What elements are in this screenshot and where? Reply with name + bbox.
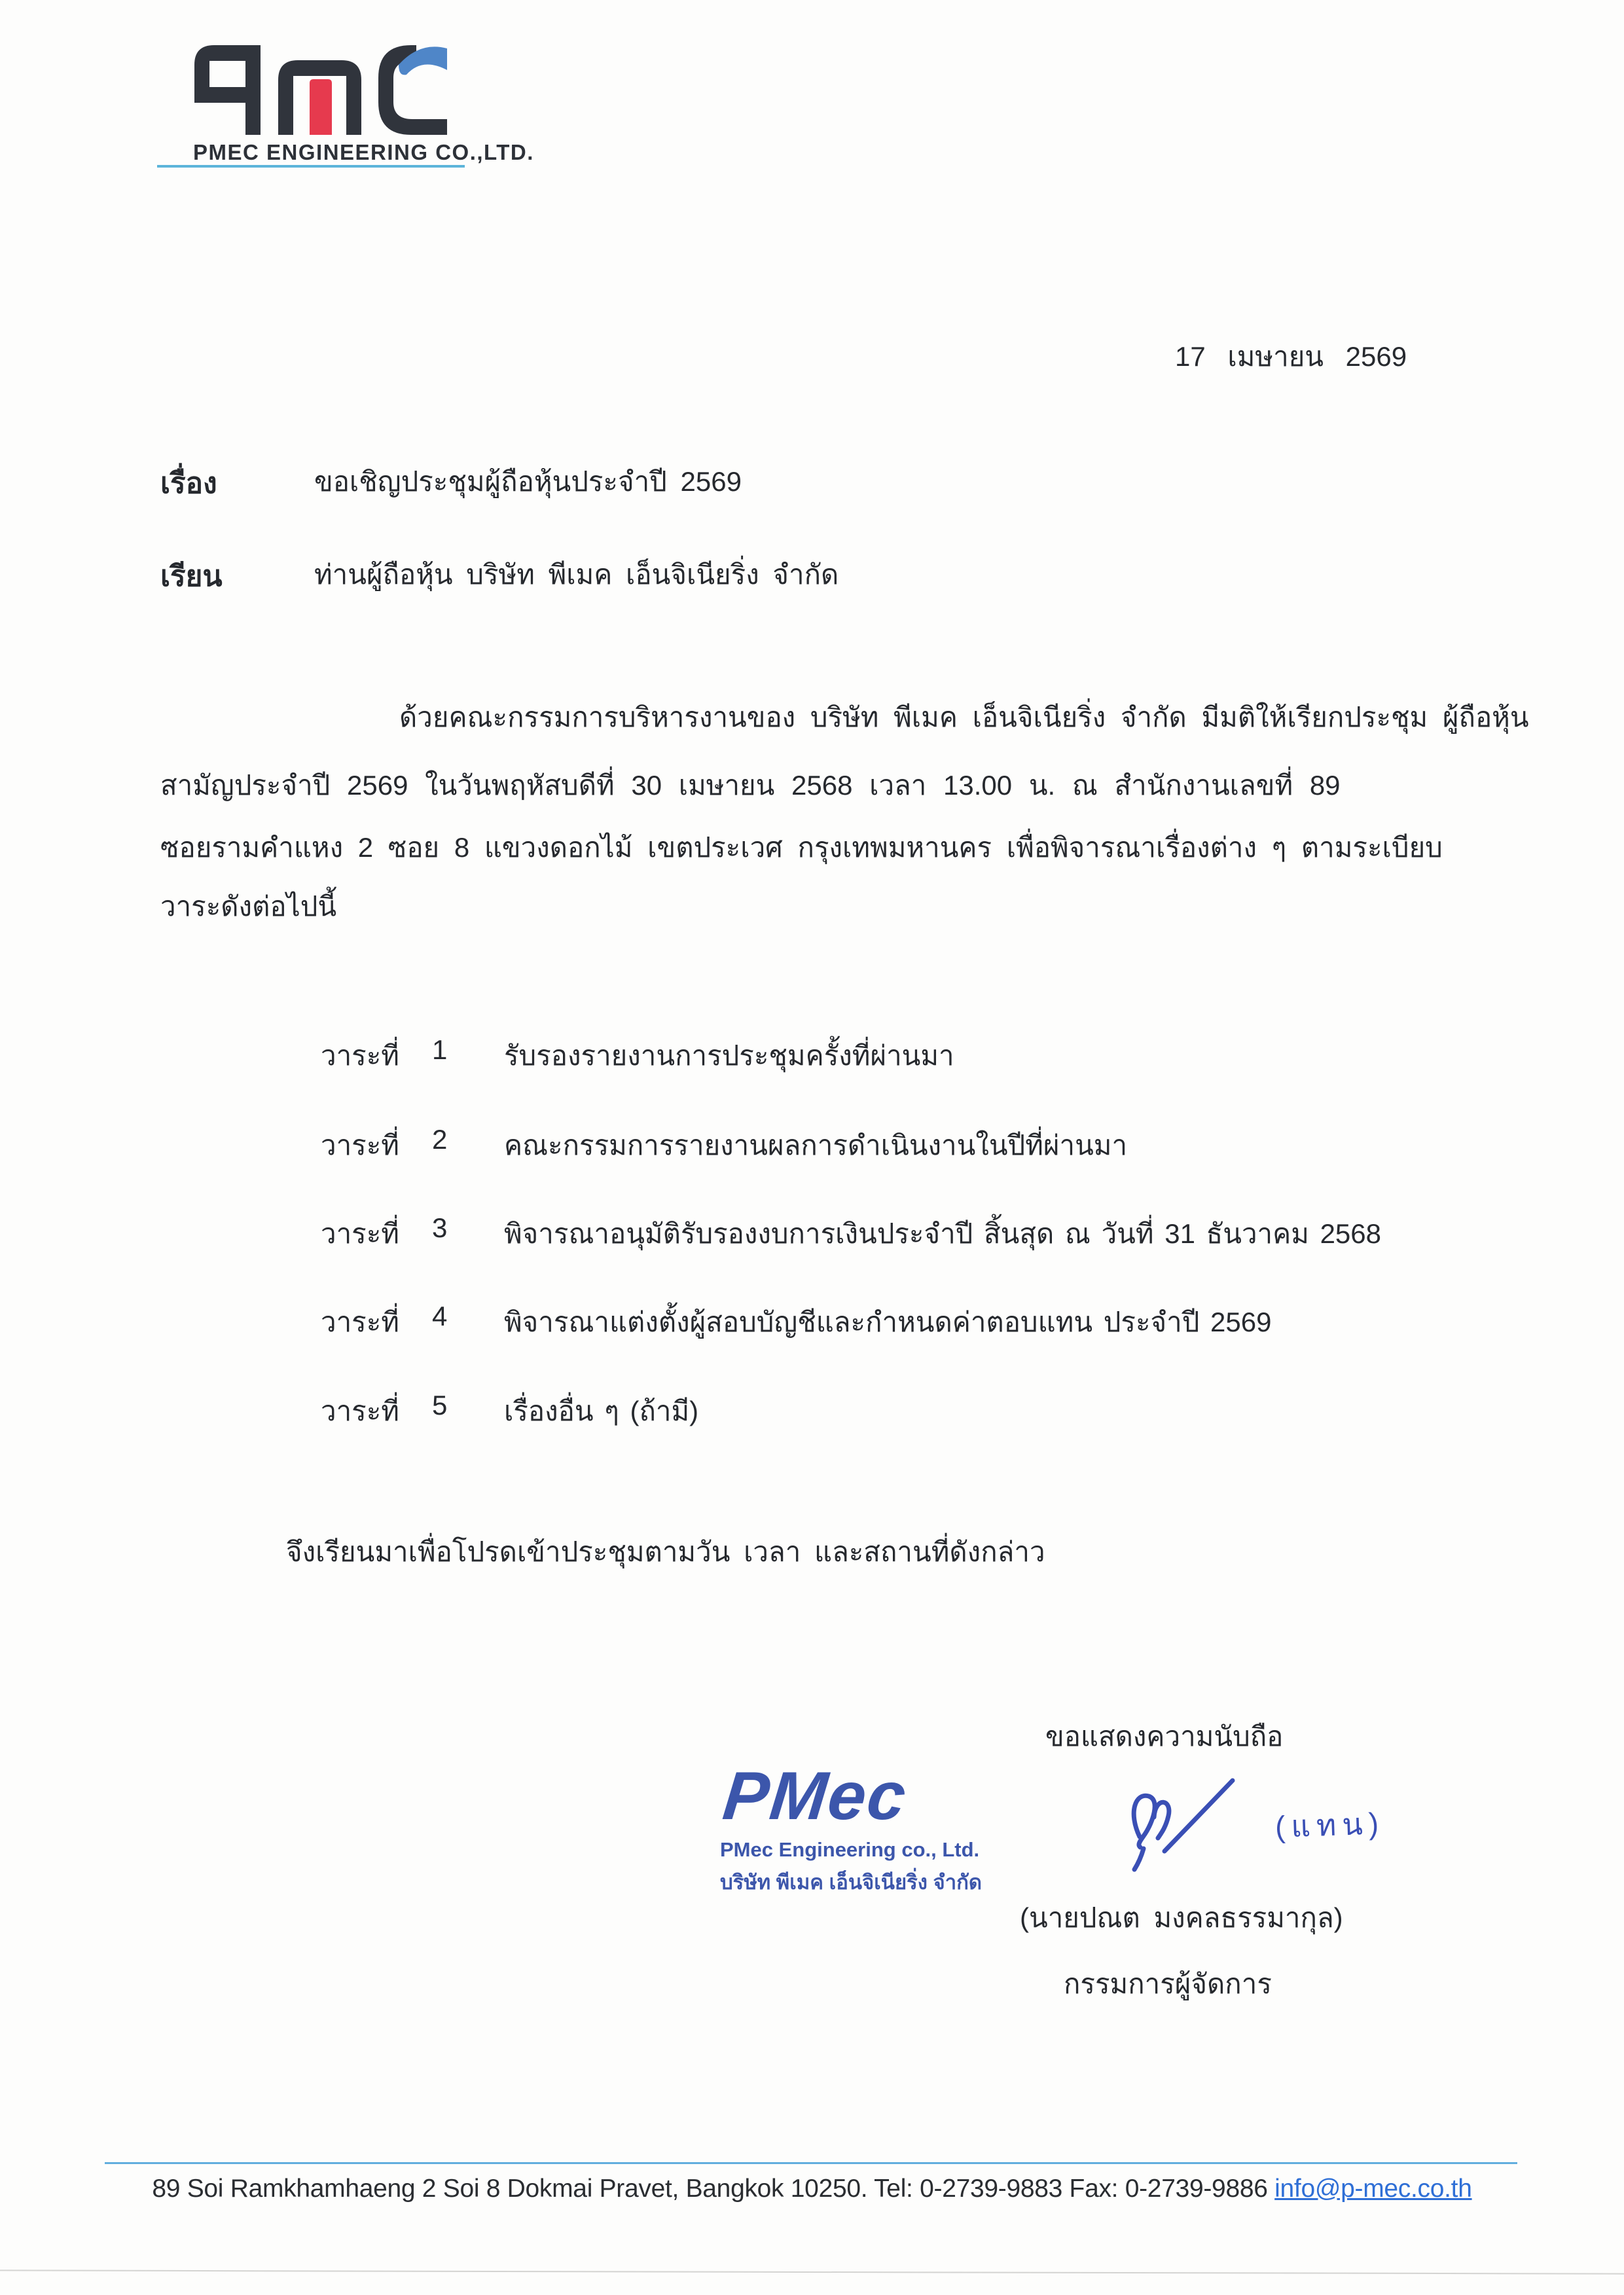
footer-email-link[interactable]: info@p-mec.co.th bbox=[1274, 2175, 1472, 2203]
agenda-item-text: พิจารณาแต่งตั้งผู้สอบบัญชีและกำหนดค่าตอบแทน ประจำปี 2569 bbox=[504, 1307, 1272, 1337]
signature-stroke-2 bbox=[1134, 1849, 1144, 1870]
agenda-item-2 bbox=[321, 1124, 1499, 1167]
stamp-company-en: PMec Engineering co., Ltd. bbox=[720, 1838, 980, 1861]
agenda-item-number: 3 bbox=[432, 1212, 448, 1243]
agenda-item-4 bbox=[321, 1301, 1499, 1344]
letterhead-company-name: PMEC ENGINEERING CO.,LTD. bbox=[193, 140, 534, 164]
signature-stroke-4 bbox=[1164, 1780, 1233, 1851]
subject-value: ขอเชิญประชุมผู้ถือหุ้นประจำปี 2569 bbox=[314, 466, 742, 497]
agenda-item-label: วาระที่ bbox=[321, 1396, 399, 1426]
salutation-label: เรียน bbox=[160, 560, 223, 592]
agenda-item-number: 2 bbox=[432, 1124, 448, 1155]
footer-divider bbox=[105, 2162, 1517, 2164]
salutation-value: ท่านผู้ถือหุ้น บริษัท พีเมค เอ็นจิเนียริ่ง จำกัด bbox=[314, 559, 839, 590]
agenda-item-text: คณะกรรมการรายงานผลการดำเนินงานในปีที่ผ่านมา bbox=[504, 1130, 1128, 1161]
subject-label: เรื่อง bbox=[160, 467, 217, 499]
agenda-item-text: รับรองรายงานการประชุมครั้งที่ผ่านมา bbox=[504, 1040, 954, 1071]
agenda-item-label: วาระที่ bbox=[321, 1218, 399, 1249]
letterhead-divider bbox=[157, 165, 465, 168]
signature-stroke-1 bbox=[1134, 1796, 1155, 1847]
company-stamp bbox=[719, 1758, 995, 1898]
closing-line: จึงเรียนมาเพื่อโปรดเข้าประชุมตามวัน เวลา และสถานที่ดังกล่าว bbox=[286, 1536, 1045, 1567]
body-line-3: ซอยรามคำแหง 2 ซอย 8 แขวงดอกไม้ เขตประเวศ กรุงเทพมหานคร เพื่อพิจารณาเรื่องต่าง ๆ ตามระเบียบ bbox=[160, 832, 1443, 863]
logo-letter-p-icon bbox=[194, 45, 261, 135]
stamp-company-th: บริษัท พีเมค เอ็นจิเนียริ่ง จำกัด bbox=[720, 1871, 983, 1894]
footer-contact-line bbox=[0, 2175, 1624, 2203]
scan-artifact-line bbox=[0, 2269, 1624, 2274]
signer-name: (นายปณต มงคลธรรมากุล) bbox=[1020, 1902, 1343, 1933]
body-line-1: ด้วยคณะกรรมการบริหารงานของ บริษัท พีเมค เอ็นจิเนียริ่ง จำกัด มีมติให้เรียกประชุม ผู้ถือหุ้น bbox=[399, 702, 1529, 732]
body-line-2: สามัญประจำปี 2569 ในวันพฤหัสบดีที่ 30 เมษายน 2568 เวลา 13.00 น. ณ สำนักงานเลขที่ 89 bbox=[160, 770, 1341, 801]
footer-address: 89 Soi Ramkhamhaeng 2 Soi 8 Dokmai Pravet, Bangkok 10250. Tel: 0-2739-9883 Fax: 0-2739-9886 bbox=[152, 2175, 1268, 2203]
agenda-item-label: วาระที่ bbox=[321, 1307, 399, 1337]
pmc-logo-mark bbox=[193, 43, 448, 136]
agenda-item-number: 5 bbox=[432, 1390, 448, 1420]
signer-title: กรรมการผู้จัดการ bbox=[1064, 1968, 1272, 1999]
agenda-item-3 bbox=[321, 1212, 1499, 1256]
agenda-item-text: พิจารณาอนุมัติรับรองงบการเงินประจำปี สิ้นสุด ณ วันที่ 31 ธันวาคม 2568 bbox=[504, 1218, 1381, 1249]
agenda-item-label: วาระที่ bbox=[321, 1130, 399, 1161]
agenda-item-5 bbox=[321, 1390, 1499, 1433]
handwritten-on-behalf-note: (แทน) bbox=[1274, 1806, 1385, 1844]
agenda-item-number: 4 bbox=[432, 1301, 448, 1331]
agenda-item-number: 1 bbox=[432, 1034, 448, 1065]
agenda-item-text: เรื่องอื่น ๆ (ถ้ามี) bbox=[504, 1396, 699, 1426]
stamp-brand-logo: PMec bbox=[719, 1758, 911, 1834]
signature-stroke-3 bbox=[1154, 1802, 1169, 1838]
sign-off-line: ขอแสดงความนับถือ bbox=[1045, 1721, 1284, 1752]
body-line-4: วาระดังต่อไปนี้ bbox=[160, 891, 337, 922]
letter-date: 17 เมษายน 2569 bbox=[1175, 341, 1407, 372]
agenda-item-1 bbox=[321, 1034, 1499, 1077]
signature-scribble bbox=[1116, 1766, 1286, 1884]
agenda-item-label: วาระที่ bbox=[321, 1040, 399, 1071]
logo-red-bar-icon bbox=[310, 79, 332, 135]
